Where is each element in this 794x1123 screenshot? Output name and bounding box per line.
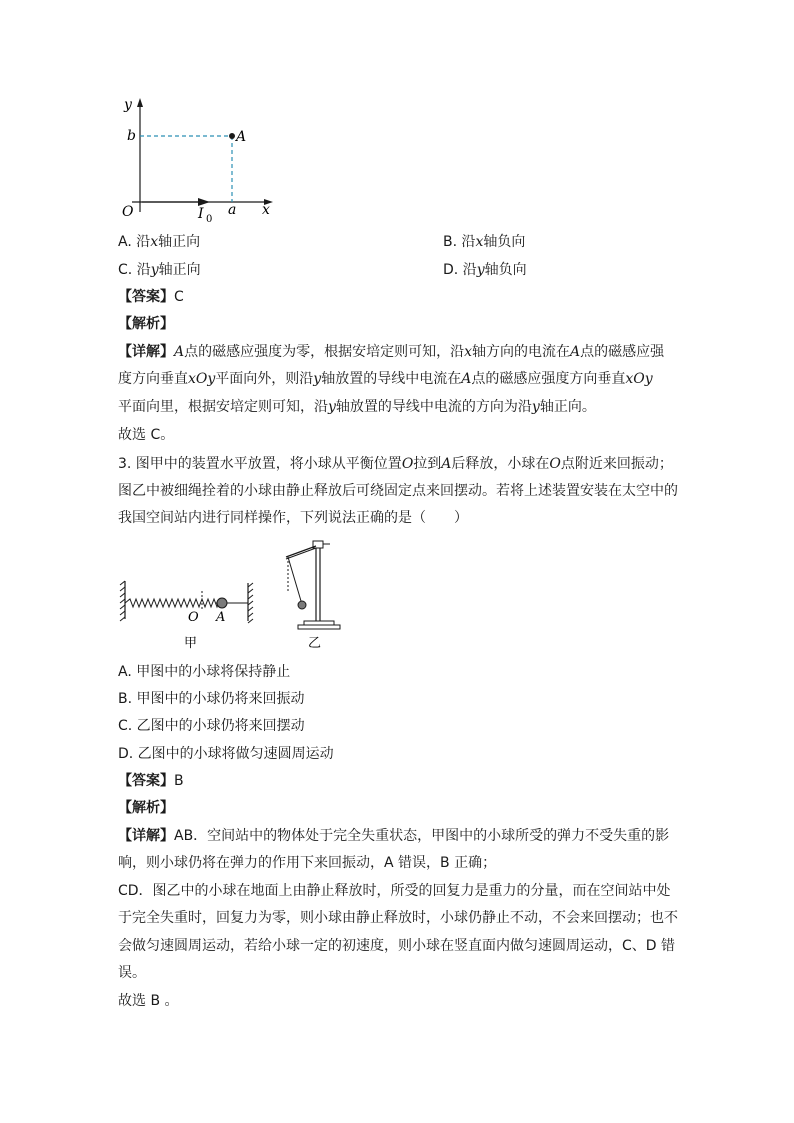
q3-detail-line-4: 于完全失重时，回复力为零，则小球由静止释放时，小球仍静止不动，不会来回摆动；也不 [118,910,678,926]
coordinate-figure [118,94,278,224]
current-subscript: 0 [206,214,213,224]
q2-detail-line-1: 【详解】A点的磁感应强度为零，根据安培定则可知，沿x轴方向的电流在A点的磁感应强 [118,344,665,360]
q2-conclusion: 故选 C。 [118,427,175,443]
x-axis-label: x [262,202,270,218]
q2-option-b: B. 沿x轴负向 [443,234,526,250]
caption-yi: 乙 [308,636,322,651]
q2-analysis-tag: 【解析】 [118,316,174,332]
pendulum-string [288,557,301,601]
y-axis-label: y [124,97,132,113]
q2-option-d: D. 沿y轴负向 [443,262,527,278]
q3-stem-line-3: 我国空间站内进行同样操作，下列说法正确的是（ ） [118,510,468,526]
q3-analysis-tag: 【解析】 [118,800,174,816]
origin-label: O [122,204,134,220]
point-a-label: A [236,129,247,145]
q2-detail-line-3: 平面向里，根据安培定则可知，沿y轴放置的导线中电流的方向为沿y轴正向。 [118,399,596,415]
spring [125,599,226,607]
caption-jia: 甲 [184,636,198,651]
q3-detail-line-5: 会做匀速圆周运动，若给小球一定的初速度，则小球在竖直面内做匀速圆周运动，C、D 错 [118,938,676,954]
q2-detail-line-2: 度方向垂直xOy平面向外，则沿y轴放置的导线中电流在A点的磁感应强度方向垂直xOy [118,371,653,387]
label-o: O [188,610,199,625]
q3-stem-line-1: 3. 图甲中的装置水平放置，将小球从平衡位置O拉到A后释放，小球在O点附近来回振动； [118,456,673,472]
q3-stem-line-2: 图乙中被细绳拴着的小球由静止释放后可绕固定点来回摆动。若将上述装置安装在太空中的 [118,483,678,499]
current-arrow-head [198,198,210,206]
apparatus-figure [118,535,368,655]
pendulum-ball [298,601,306,609]
point-a-dot [229,133,235,139]
q2-answer: 【答案】C [118,289,184,305]
q3-answer: 【答案】B [118,773,184,789]
current-label: I [198,206,204,222]
q2-option-c: C. 沿y轴正向 [118,262,201,278]
q3-option-a: A. 甲图中的小球将保持静止 [118,664,291,680]
b-label: b [127,128,136,144]
q3-detail-line-2: 响，则小球仍将在弹力的作用下来回振动，A 错误，B 正确； [118,855,497,871]
q3-option-c: C. 乙图中的小球仍将来回摆动 [118,718,305,734]
spring-ball [217,598,227,608]
q3-option-d: D. 乙图中的小球将做匀速圆周运动 [118,746,334,762]
q3-option-b: B. 甲图中的小球仍将来回振动 [118,691,305,707]
q3-conclusion: 故选 B 。 [118,993,179,1009]
pendulum-stand [286,541,340,629]
a-label: a [228,202,237,218]
y-axis-arrow [137,98,143,107]
label-a: A [216,610,226,625]
q2-option-a: A. 沿x轴正向 [118,234,201,250]
q3-detail-line-3: CD．图乙中的小球在地面上由静止释放时，所受的回复力是重力的分量，而在空间站中处 [118,883,671,899]
left-wall [120,581,125,621]
q3-detail-line-6: 误。 [118,965,146,981]
q3-detail-line-1: 【详解】AB．空间站中的物体处于完全失重状态，甲图中的小球所受的弹力不受失重的影 [118,828,670,844]
right-wall [248,583,253,623]
